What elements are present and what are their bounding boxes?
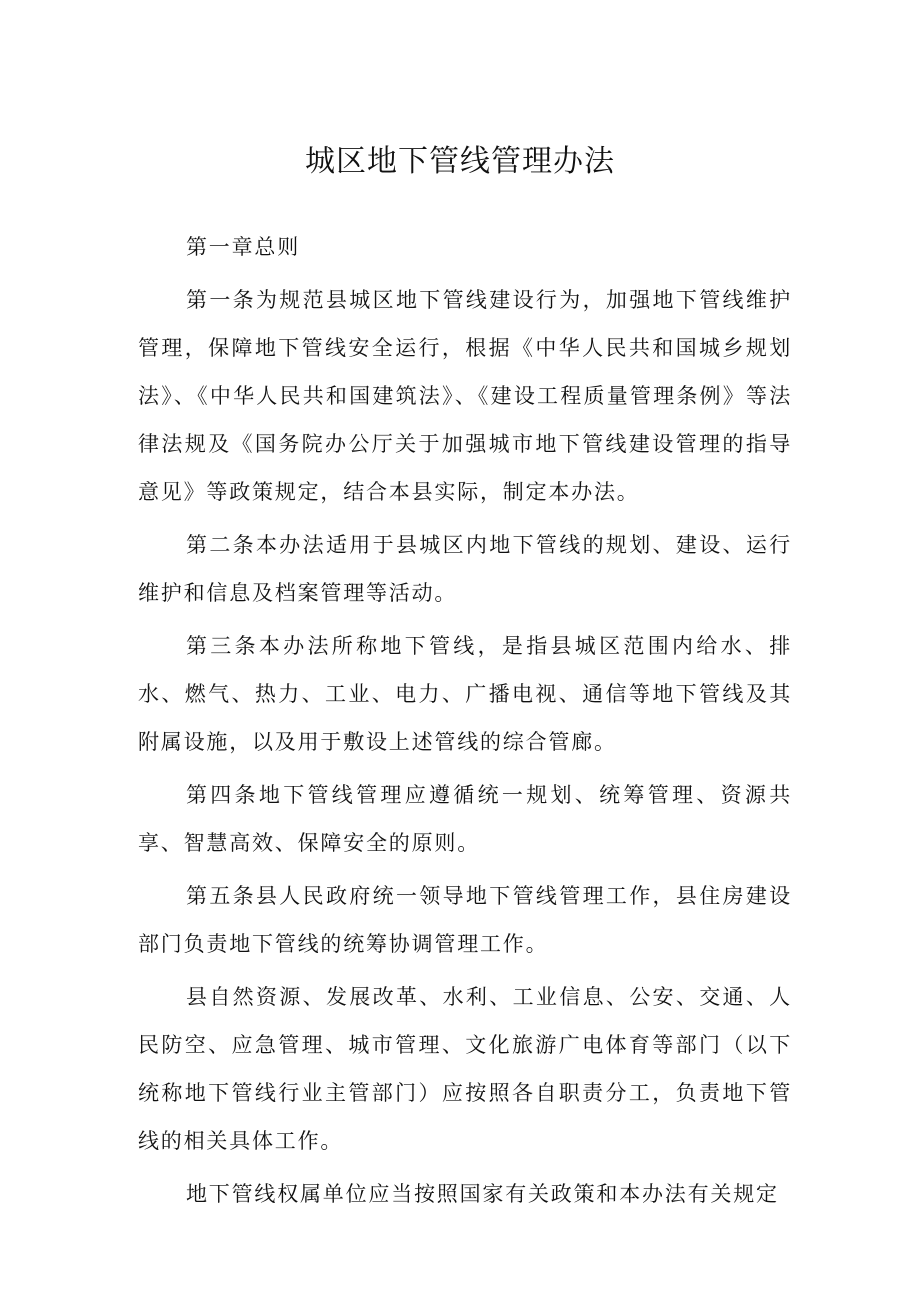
article-1: 第一条为规范县城区地下管线建设行为，加强地下管线维护管理，保障地下管线安全运行，根据《中华人民共和国城乡规划法》、《中华人民共和国建筑法》、《建设工程质量管理条例》等法律法规及《国务院办公厅关于加强城市地下管线建设管理的指导意见》等政策规定，结合本县实际，制定本办法。 bbox=[138, 288, 792, 504]
article-2: 第二条本办法适用于县城区内地下管线的规划、建设、运行维护和信息及档案管理等活动。 bbox=[138, 533, 792, 605]
article-3: 第三条本办法所称地下管线，是指县城区范围内给水、排水、燃气、热力、工业、电力、广播电视、通信等地下管线及其附属设施，以及用于敷设上述管线的综合管廊。 bbox=[138, 634, 792, 754]
article-5-paragraph-3: 地下管线权属单位应当按照国家有关政策和本办法有关规定 bbox=[186, 1182, 779, 1206]
chapter-heading: 第一章总则 bbox=[186, 235, 300, 259]
article-5: 第五条县人民政府统一领导地下管线管理工作，县住房建设部门负责地下管线的统筹协调管理工作。 bbox=[138, 884, 792, 956]
document-title: 城区地下管线管理办法 bbox=[305, 144, 615, 179]
document-body bbox=[138, 223, 792, 1223]
article-5-paragraph-2: 县自然资源、发展改革、水利、工业信息、公安、交通、人民防空、应急管理、城市管理、文化旅游广电体育等部门（以下统称地下管线行业主管部门）应按照各自职责分工，负责地下管线的相关具体工作。 bbox=[138, 985, 792, 1153]
article-4: 第四条地下管线管理应遵循统一规划、统筹管理、资源共享、智慧高效、保障安全的原则。 bbox=[138, 783, 792, 855]
